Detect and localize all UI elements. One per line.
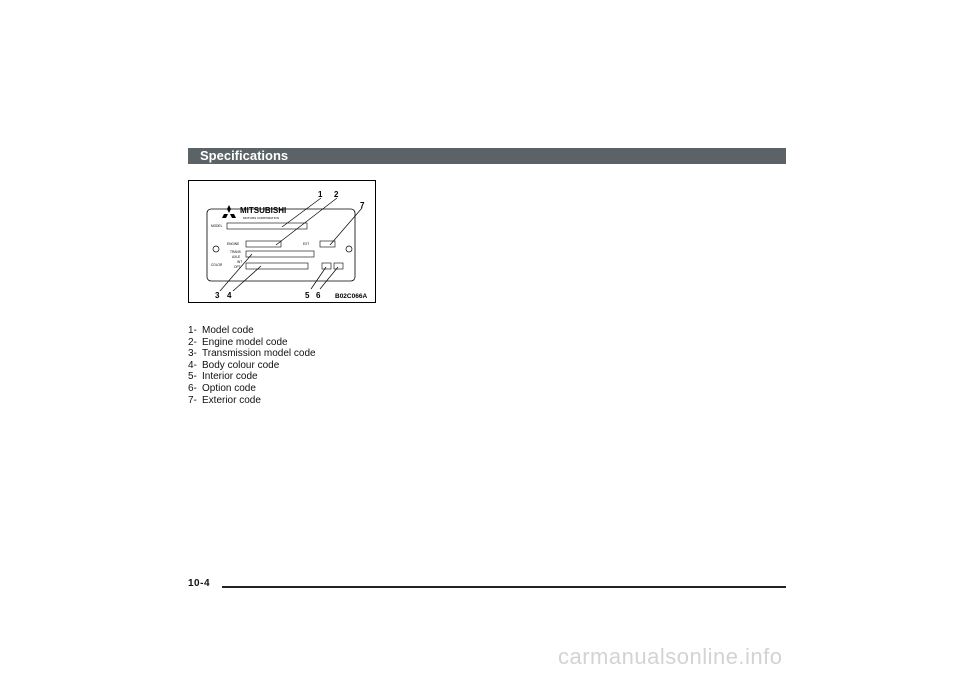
id-plate-diagram (189, 181, 375, 302)
section-title: Specifications (200, 148, 289, 163)
legend-number: 1- (188, 325, 197, 336)
mount-hole-right (346, 246, 352, 252)
page-number: 10-4 (188, 578, 211, 589)
callout-3: 3 (215, 291, 220, 300)
legend-number: 6- (188, 382, 197, 394)
box-model (227, 223, 307, 229)
footer-rule (222, 586, 786, 588)
brand-text: MITSUBISHI (240, 206, 287, 215)
label-model: MODEL (211, 224, 223, 228)
legend-text: Option code (202, 382, 256, 394)
legend-text: Interior code (202, 371, 258, 383)
list-item (188, 360, 316, 372)
callout-legend-list (188, 325, 316, 406)
legend-number: 7- (188, 394, 197, 406)
legend-text: Body colour code (202, 359, 280, 371)
list-item (188, 325, 316, 337)
legend-number: 3- (188, 348, 197, 360)
callout-2: 2 (334, 190, 339, 199)
legend-number: 5- (188, 371, 197, 383)
section-header-bar (188, 148, 786, 164)
label-trans: TRANS (230, 250, 241, 254)
legend-text: Exterior code (202, 394, 261, 406)
label-opt: OPT (234, 265, 241, 269)
callout-4: 4 (227, 291, 232, 300)
box-engine (246, 241, 281, 247)
list-item (188, 371, 316, 383)
box-trans (246, 251, 314, 257)
callout-6: 6 (316, 291, 321, 300)
legend-text: Model code (202, 325, 254, 336)
callout-1: 1 (318, 190, 323, 199)
legend-number: 4- (188, 359, 197, 371)
list-item (188, 395, 316, 407)
label-axle: AXLE (232, 255, 241, 259)
mount-hole-left (213, 246, 219, 252)
label-engine: ENGINE (227, 242, 240, 246)
callout-5: 5 (305, 291, 310, 300)
list-item (188, 348, 316, 360)
legend-text: Transmission model code (202, 348, 316, 360)
label-ext: EXT (303, 242, 310, 246)
figure-code: B02C066A (335, 293, 368, 300)
box-color (246, 263, 308, 269)
watermark: carmanualsonline.info (558, 644, 783, 669)
legend-text: Engine model code (202, 336, 288, 348)
label-color: COLOR (211, 263, 223, 267)
mitsubishi-logo-icon (222, 205, 236, 218)
box-interior (322, 263, 331, 269)
list-item (188, 337, 316, 349)
callout-7: 7 (360, 201, 365, 210)
legend-number: 2- (188, 336, 197, 348)
vehicle-id-plate-figure (188, 180, 376, 303)
box-option (334, 263, 343, 269)
list-item (188, 383, 316, 395)
label-int: INT (237, 260, 243, 264)
company-text: MOTORS CORPORATION (243, 216, 280, 220)
